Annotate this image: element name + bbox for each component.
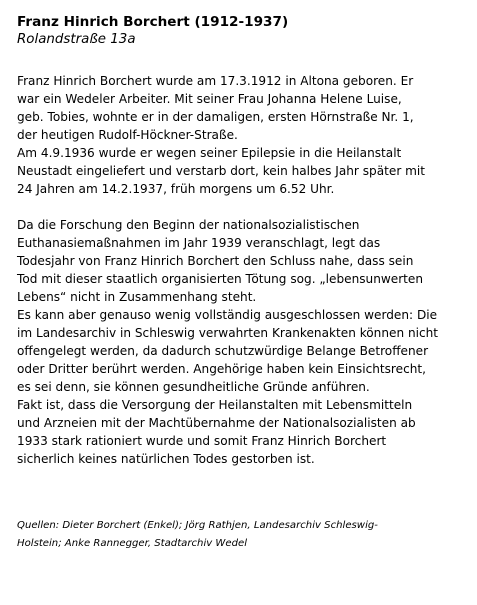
document-body — [17, 72, 472, 468]
paragraph-context — [17, 216, 472, 468]
text-line: Franz Hinrich Borchert wurde am 17.3.1912 in Altona geboren. Er — [17, 74, 414, 88]
text-line: es sei denn, sie können gesundheitliche Gründe anführen. — [17, 380, 370, 394]
text-line: oder Dritter berührt werden. Angehörige haben kein Einsichtsrecht, — [17, 362, 426, 376]
text-line: geb. Tobies, wohnte er in der damaligen, ersten Hörnstraße Nr. 1, — [17, 110, 414, 124]
text-line: Tod mit dieser staatlich organisierten Tötung sog. „lebensunwerten — [17, 272, 424, 286]
text-line: Neustadt eingeliefert und verstarb dort, kein halbes Jahr später mit — [17, 164, 426, 178]
text-line: 24 Jahren am 14.2.1937, früh morgens um 6.52 Uhr. — [17, 182, 335, 196]
text-line: Am 4.9.1936 wurde er wegen seiner Epilepsie in die Heilanstalt — [17, 146, 402, 160]
sources-line: Holstein; Anke Rannegger, Stadtarchiv Wedel — [17, 538, 248, 549]
paragraph-gap — [17, 198, 472, 216]
text-line: Es kann aber genauso wenig vollständig ausgeschlossen werden: Die — [17, 308, 438, 322]
address-subtitle: Rolandstraße 13a — [17, 32, 136, 47]
text-line: war ein Wedeler Arbeiter. Mit seiner Frau Johanna Helene Luise, — [17, 92, 402, 106]
document-header — [17, 13, 469, 49]
text-line: 1933 stark rationiert wurde und somit Franz Hinrich Borchert — [17, 434, 387, 448]
text-line: offengelegt werden, da dadurch schutzwürdige Belange Betroffener — [17, 344, 429, 358]
paragraph-biography — [17, 72, 472, 198]
sources-footnote — [17, 517, 472, 553]
text-line: im Landesarchiv in Schleswig verwahrten Krankenakten können nicht — [17, 326, 439, 340]
text-line: Todesjahr von Franz Hinrich Borchert den Schluss nahe, dass sein — [17, 254, 414, 268]
text-line: Da die Forschung den Beginn der nationalsozialistischen — [17, 218, 360, 232]
page-title: Franz Hinrich Borchert (1912-1937) — [17, 14, 289, 30]
text-line: und Arzneien mit der Machtübernahme der Nationalsozialisten ab — [17, 416, 416, 430]
text-line: Fakt ist, dass die Versorgung der Heilanstalten mit Lebensmitteln — [17, 398, 413, 412]
text-line: sicherlich keines natürlichen Todes gestorben ist. — [17, 452, 315, 466]
text-line: der heutigen Rudolf-Höckner-Straße. — [17, 128, 238, 142]
sources-line: Quellen: Dieter Borchert (Enkel); Jörg Rathjen, Landesarchiv Schleswig- — [17, 520, 378, 531]
text-line: Lebens“ nicht in Zusammenhang steht. — [17, 290, 257, 304]
text-line: Euthanasiemaßnahmen im Jahr 1939 veranschlagt, legt das — [17, 236, 381, 250]
